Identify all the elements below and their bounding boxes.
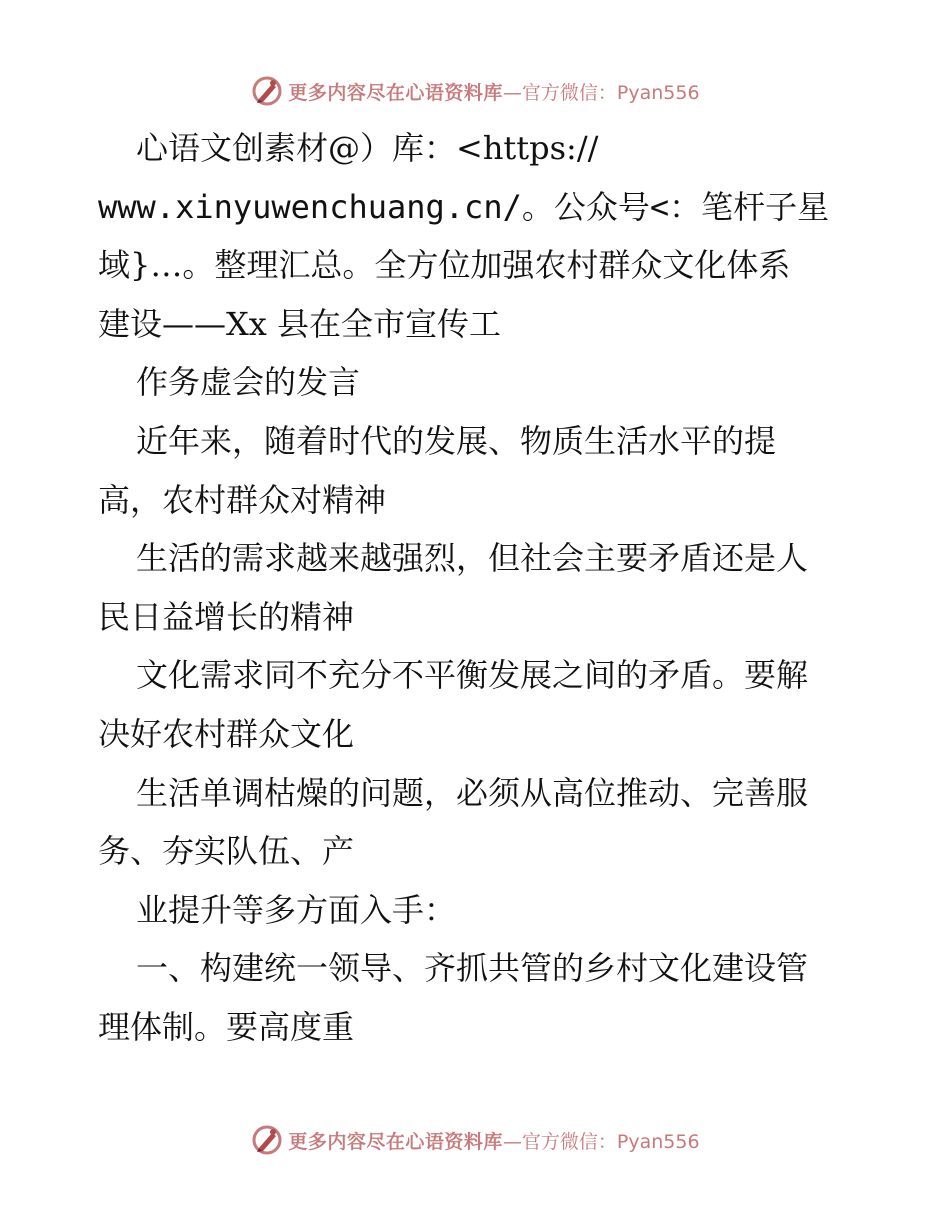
body-line: 理体制。要高度重 — [98, 1007, 355, 1046]
watermark-sub-text: —官方微信：Pyan556 — [502, 1130, 700, 1153]
body-line: 文化需求同不充分不平衡发展之间的矛盾。要解 — [136, 656, 809, 695]
body-line: 民日益增长的精神 — [98, 597, 355, 636]
body-line: 业提升等多方面入手： — [136, 890, 457, 929]
body-line: 域}…。整理汇总。全方位加强农村群众文化体系 — [98, 246, 791, 285]
watermark-banner-bottom — [0, 1120, 950, 1160]
watermark-main-text: 更多内容尽在心语资料库 — [288, 1130, 503, 1153]
watermark-main-text: 更多内容尽在心语资料库 — [288, 81, 503, 104]
body-line: 务、夯实队伍、产 — [98, 832, 355, 871]
body-line: 生活单调枯燥的问题，必须从高位推动、完善服 — [136, 773, 809, 812]
body-line: www.xinyuwenchuang.cn/。公众号<：笔杆子星 — [98, 187, 830, 226]
body-line: 近年来，随着时代的发展、物质生活水平的提 — [136, 421, 777, 460]
body-line: 一、构建统一领导、齐抓共管的乡村文化建设管 — [136, 949, 809, 988]
body-line: 建设——Xx 县在全市宣传工 — [98, 304, 502, 343]
document-body — [98, 119, 868, 1057]
watermark-sub-text: —官方微信：Pyan556 — [502, 81, 700, 104]
body-line: 决好农村群众文化 — [98, 714, 355, 753]
body-line: 高，农村群众对精神 — [98, 480, 387, 519]
body-line: 作务虚会的发言 — [136, 363, 361, 402]
pen-logo-icon — [250, 1123, 284, 1157]
body-line: 生活的需求越来越强烈，但社会主要矛盾还是人 — [136, 539, 809, 578]
body-line: 心语文创素材@）库：<https:// — [136, 129, 599, 167]
pen-logo-icon — [250, 74, 284, 108]
watermark-banner-top — [0, 71, 950, 111]
